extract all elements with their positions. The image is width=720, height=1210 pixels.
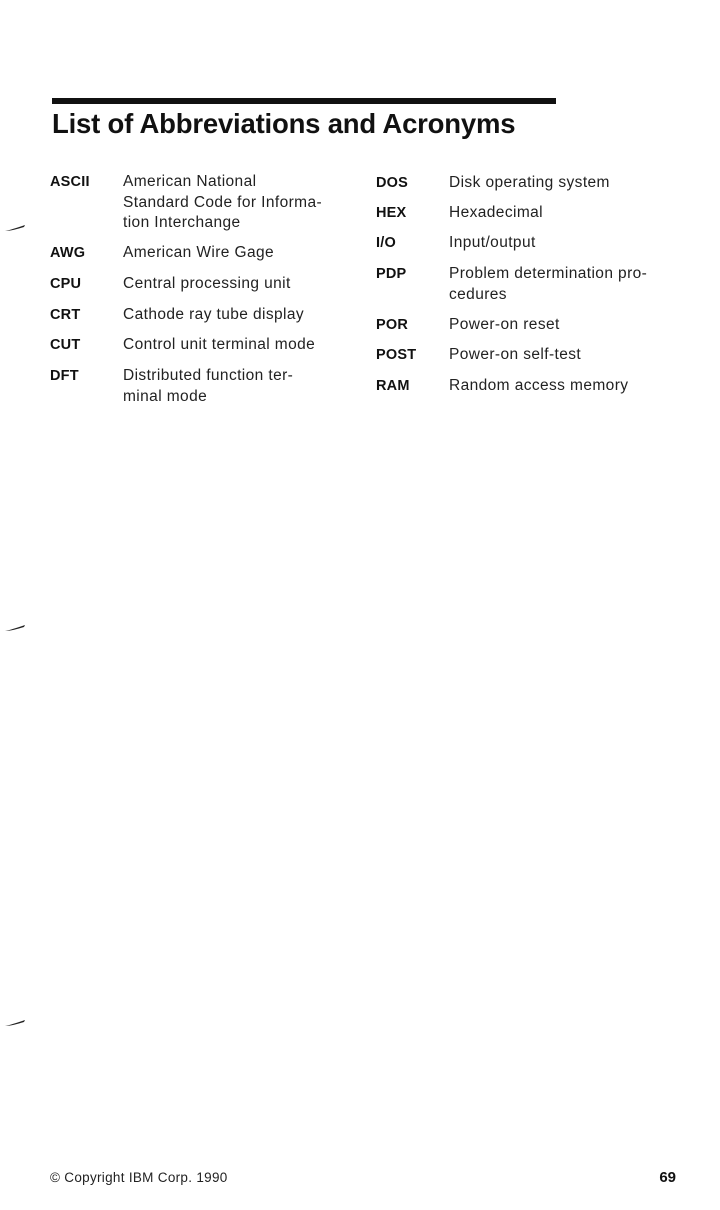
abbreviation-definition: American Wire Gage [123,244,275,261]
abbreviation-term: DOS [376,175,409,191]
copyright-notice: © Copyright IBM Corp. 1990 [50,1170,228,1185]
margin-mark-icon [4,1019,26,1027]
abbreviation-term: AWG [50,245,86,261]
abbreviation-definition: Hexadecimal [449,204,543,221]
abbreviation-term: POR [376,317,409,333]
page-number: 69 [659,1169,676,1186]
margin-mark-icon [4,224,26,232]
margin-mark-icon [4,624,26,632]
abbreviation-definition: Control unit terminal mode [123,336,316,353]
abbreviation-definition: Central processing unit [123,275,291,292]
abbreviation-term: CPU [50,276,82,292]
abbreviation-term: ASCII [50,174,90,190]
abbreviation-definition: American National Standard Code for Informa- tion Interchange [123,173,323,231]
abbreviation-term: HEX [376,205,407,221]
abbreviation-term: PDP [376,266,407,282]
abbreviation-definition: Disk operating system [449,174,610,191]
abbreviation-definition: Power-on reset [449,316,560,333]
abbreviation-definition: Cathode ray tube display [123,306,305,323]
abbreviation-definition: Random access memory [449,377,629,394]
abbreviation-definition: Power-on self-test [449,346,582,363]
abbreviation-definition: Problem determination pro- cedures [449,265,648,303]
abbreviation-term: CRT [50,307,81,323]
abbreviation-term: RAM [376,378,410,394]
page-title: List of Abbreviations and Acronyms [52,108,516,139]
abbreviation-term: POST [376,347,417,363]
abbreviation-term: I/O [376,235,396,251]
abbreviation-term: DFT [50,368,79,384]
abbreviation-term: CUT [50,337,81,353]
abbreviation-definition: Distributed function ter- minal mode [123,367,294,405]
abbreviation-definition: Input/output [449,234,536,251]
title-rule [52,98,556,104]
